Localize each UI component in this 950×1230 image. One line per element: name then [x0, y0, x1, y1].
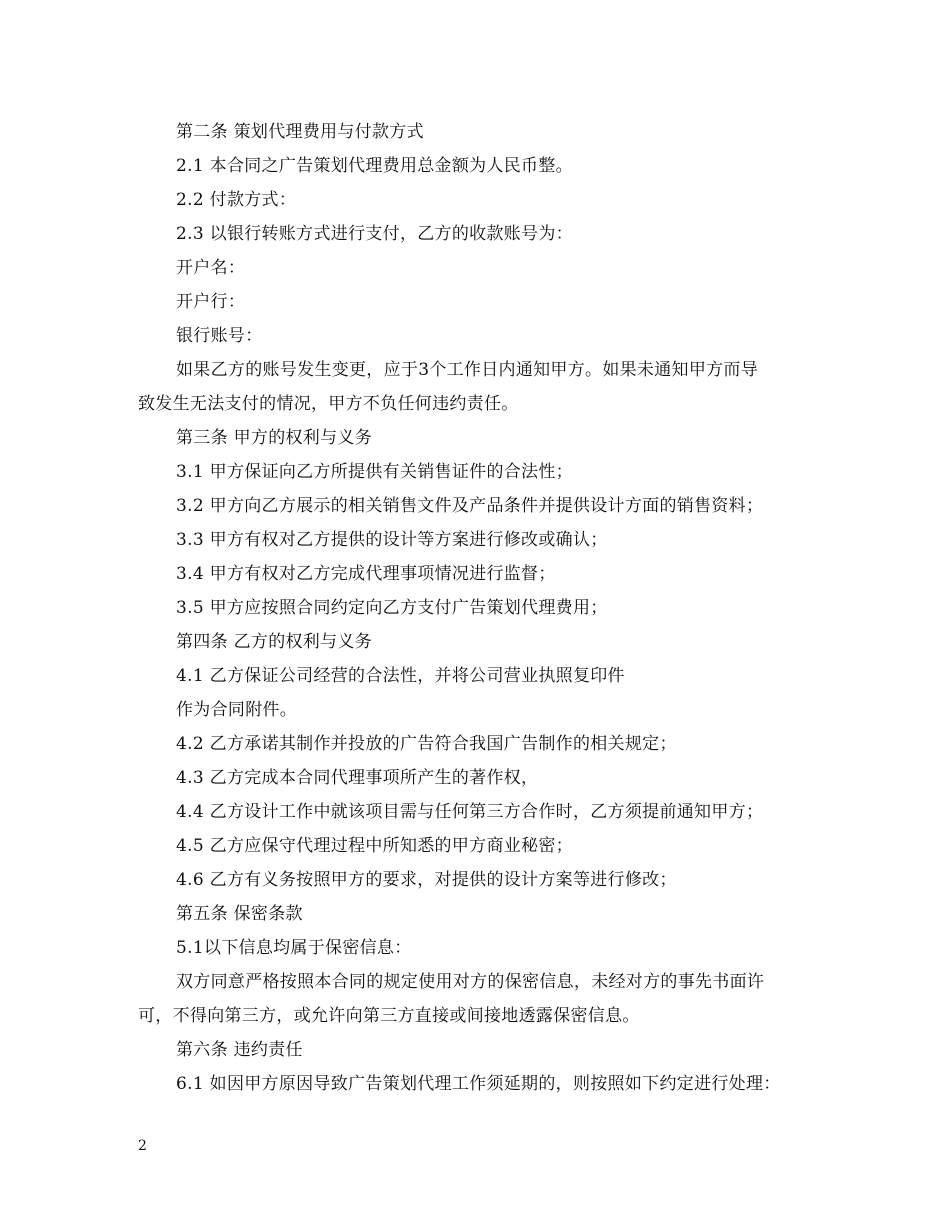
confidentiality-paragraph-line-1: 双方同意严格按照本合同的规定使用对方的保密信息，未经对方的事先书面许 [176, 972, 765, 992]
clause-2-1: 2.1 本合同之广告策划代理费用总金额为人民币整。 [176, 156, 573, 176]
clause-3-1: 3.1 甲方保证向乙方所提供有关销售证件的合法性； [176, 462, 573, 482]
account-change-paragraph-line-2: 致发生无法支付的情况，甲方不负任何违约责任。 [138, 394, 519, 414]
clause-4-4: 4.4 乙方设计工作中就该项目需与任何第三方合作时，乙方须提前通知甲方； [176, 802, 764, 822]
clause-4-2: 4.2 乙方承诺其制作并投放的广告符合我国广告制作的相关规定； [176, 734, 677, 754]
article-5-heading: 第五条 保密条款 [176, 904, 303, 924]
bank-name-label: 开户行： [176, 292, 246, 312]
clause-3-2: 3.2 甲方向乙方展示的相关销售文件及产品条件并提供设计方面的销售资料； [176, 496, 764, 516]
clause-6-1: 6.1 如因甲方原因导致广告策划代理工作须延期的，则按照如下约定进行处理： [176, 1074, 781, 1094]
page-number: 2 [138, 1138, 147, 1154]
clause-3-5: 3.5 甲方应按照合同约定向乙方支付广告策划代理费用； [176, 598, 608, 618]
article-4-heading: 第四条 乙方的权利与义务 [176, 632, 373, 652]
clause-3-4: 3.4 甲方有权对乙方完成代理事项情况进行监督； [176, 564, 556, 584]
clause-4-3: 4.3 乙方完成本合同代理事项所产生的著作权， [176, 768, 539, 788]
account-change-paragraph-line-1: 如果乙方的账号发生变更，应于3个工作日内通知甲方。如果未通知甲方而导 [176, 360, 759, 380]
clause-2-2: 2.2 付款方式： [176, 190, 297, 210]
clause-4-6: 4.6 乙方有义务按照甲方的要求，对提供的设计方案等进行修改； [176, 870, 677, 890]
clause-4-1-continued: 作为合同附件。 [176, 700, 298, 720]
clause-2-3: 2.3 以银行转账方式进行支付，乙方的收款账号为： [176, 224, 573, 244]
article-3-heading: 第三条 甲方的权利与义务 [176, 428, 373, 448]
clause-3-3: 3.3 甲方有权对乙方提供的设计等方案进行修改或确认； [176, 530, 608, 550]
account-name-label: 开户名： [176, 258, 246, 278]
account-number-label: 银行账号： [176, 326, 263, 346]
clause-5-1: 5.1以下信息均属于保密信息： [176, 938, 412, 958]
clause-4-1: 4.1 乙方保证公司经营的合法性，并将公司营业执照复印件 [176, 666, 625, 686]
article-6-heading: 第六条 违约责任 [176, 1040, 303, 1060]
clause-4-5: 4.5 乙方应保守代理过程中所知悉的甲方商业秘密； [176, 836, 573, 856]
confidentiality-paragraph-line-2: 可，不得向第三方，或允许向第三方直接或间接地透露保密信息。 [138, 1006, 640, 1026]
article-2-heading: 第二条 策划代理费用与付款方式 [176, 122, 424, 142]
